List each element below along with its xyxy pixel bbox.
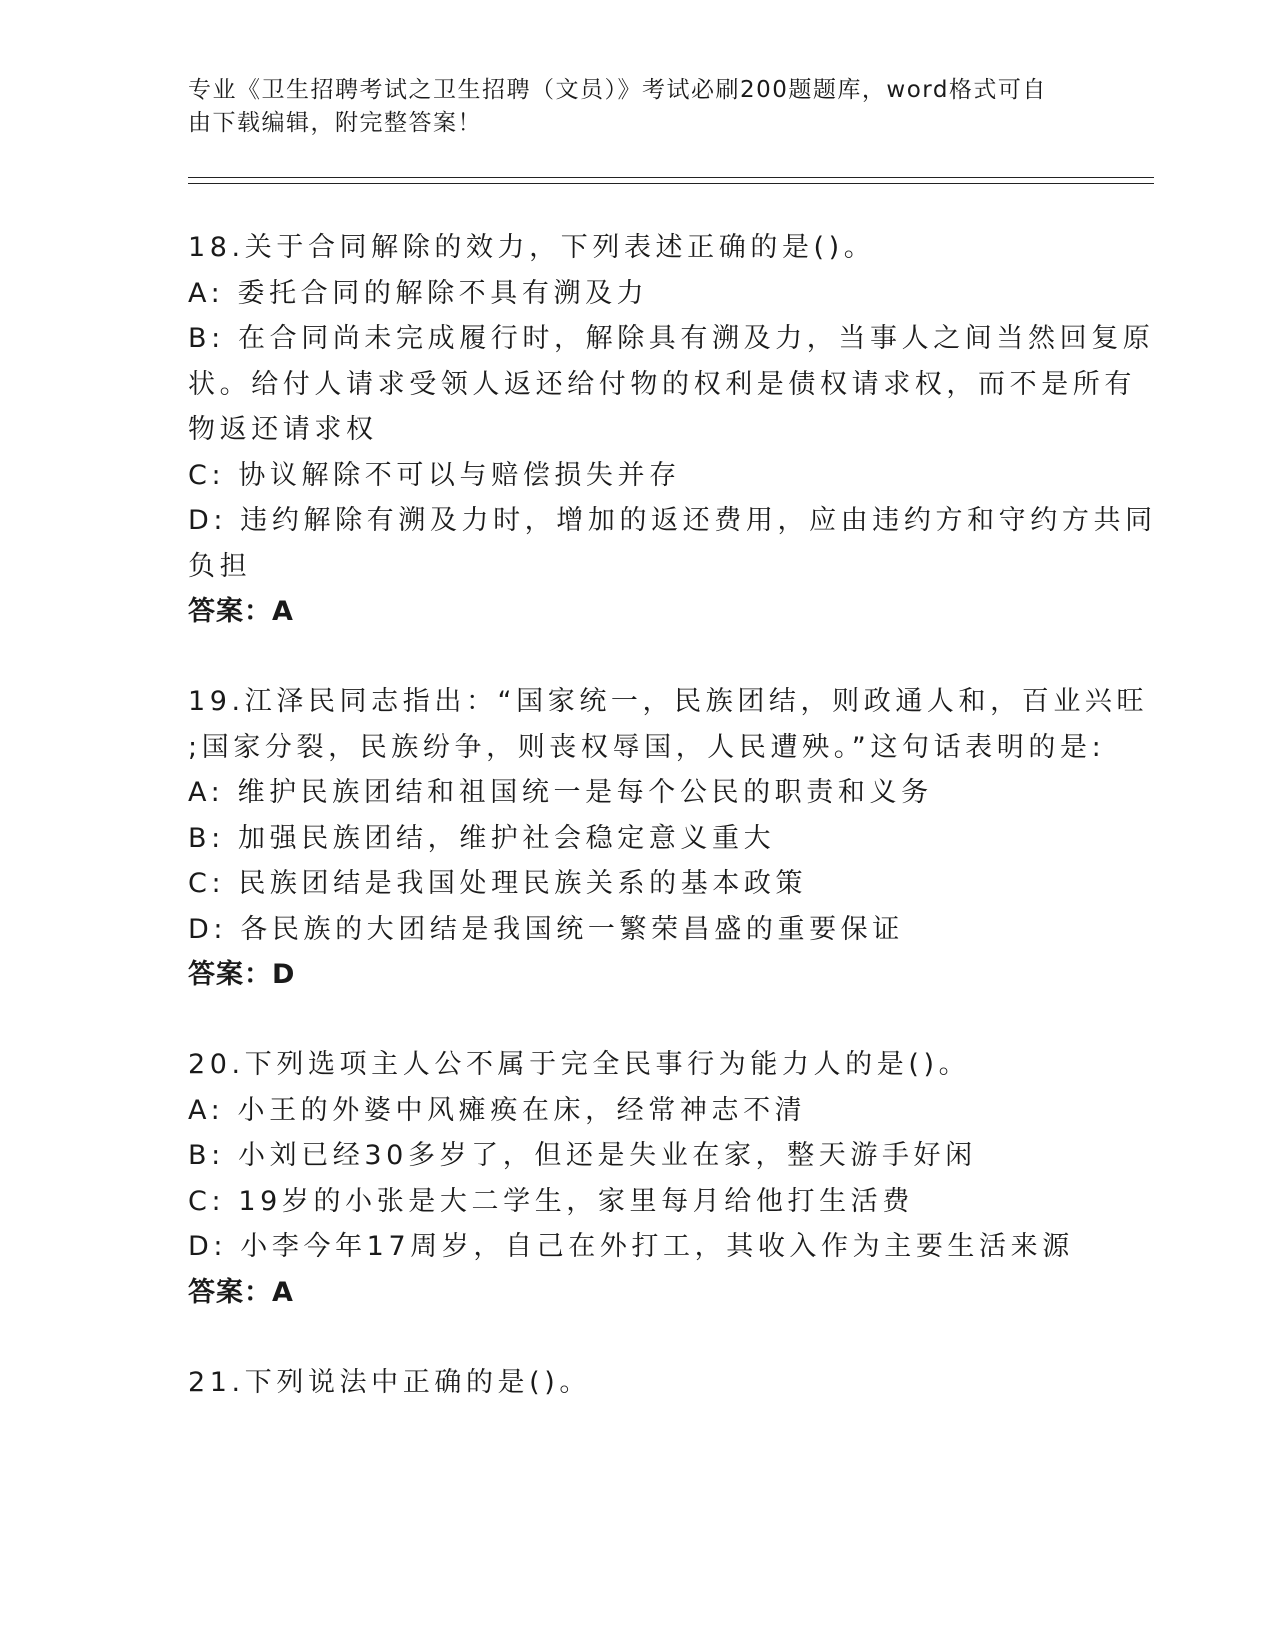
question-18 [188, 225, 1157, 634]
option-d: D: 各民族的大团结是我国统一繁荣昌盛的重要保证 [188, 913, 904, 945]
option-c: C: 19岁的小张是大二学生，家里每月给他打生活费 [188, 1185, 914, 1217]
option-c: C: 民族团结是我国处理民族关系的基本政策 [188, 868, 808, 899]
option-a: A: 委托合同的解除不具有溯及力 [188, 277, 649, 309]
option-d: D: 小李今年17周岁，自己在外打工，其收入作为主要生活来源 [188, 1231, 1074, 1262]
question-19 [188, 679, 1149, 997]
option-a: A: 维护民族团结和祖国统一是每个公民的职责和义务 [188, 777, 933, 808]
question-stem: 18.关于合同解除的效力，下列表述正确的是()。 [188, 232, 876, 263]
option-d: D: 违约解除有溯及力时，增加的返还费用，应由违约方和守约方共同 [188, 505, 1157, 536]
question-stem-cont: ;国家分裂，民族纷争，则丧权辱国，人民遭殃。”这句话表明的是: [188, 731, 1106, 763]
header-line-1: 专业《卫生招聘考试之卫生招聘（文员）》考试必刷200题题库，word格式可自 [188, 77, 1047, 103]
question-stem: 21.下列说法中正确的是()。 [188, 1366, 592, 1398]
question-20 [188, 1042, 1088, 1315]
header-line-2: 由下载编辑，附完整答案！ [188, 110, 482, 136]
option-b-cont: 状。给付人请求受领人返还给付物的权利是债权请求权，而不是所有 [188, 368, 1136, 400]
answer: 答案：A [188, 596, 294, 627]
option-a: A: 小王的外婆中风瘫痪在床，经常神志不清 [188, 1094, 807, 1126]
option-b: B: 加强民族团结，维护社会稳定意义重大 [188, 822, 776, 854]
document-header [188, 74, 1088, 140]
option-b-cont: 物返还请求权 [188, 414, 378, 445]
option-c: C: 协议解除不可以与赔偿损失并存 [188, 459, 681, 491]
question-list [188, 225, 1157, 1450]
header-divider [188, 177, 1154, 184]
question-21 [188, 1360, 1088, 1406]
answer: 答案：D [188, 959, 296, 990]
option-b: B: 小刘已经30多岁了，但还是失业在家，整天游手好闲 [188, 1140, 977, 1171]
option-d-cont: 负担 [188, 550, 252, 582]
question-stem: 20.下列选项主人公不属于完全民事行为能力人的是()。 [188, 1049, 971, 1080]
option-b: B: 在合同尚未完成履行时，解除具有溯及力，当事人之间当然回复原 [188, 323, 1155, 354]
answer: 答案：A [188, 1276, 294, 1308]
question-stem: 19.江泽民同志指出：“国家统一，民族团结，则政通人和，百业兴旺 [188, 686, 1149, 717]
